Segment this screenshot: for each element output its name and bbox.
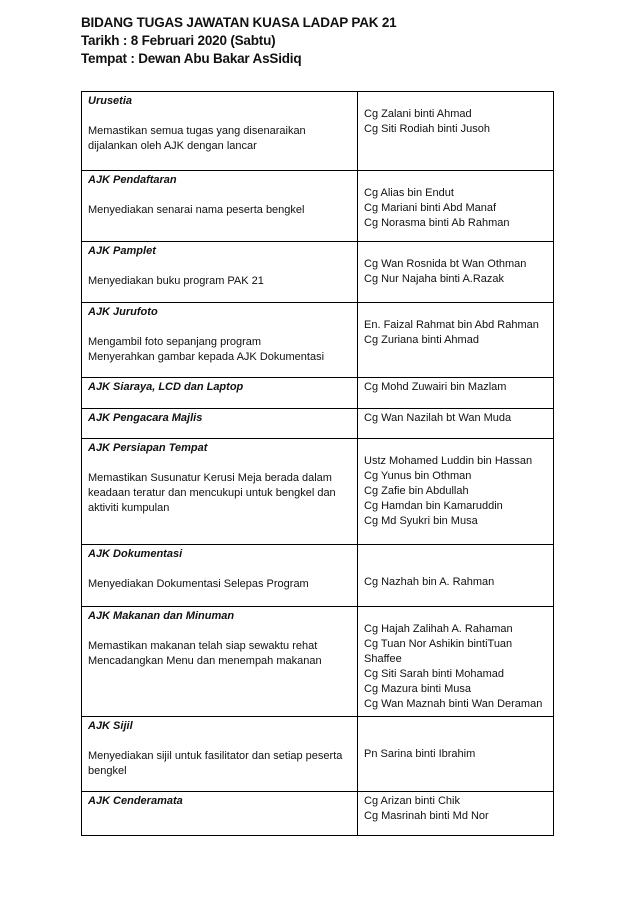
description-line: Memastikan Susunatur Kerusi Meja berada dalam: [88, 472, 332, 484]
duty-cell: [82, 792, 358, 836]
document-header: [81, 14, 396, 68]
unit-name: AJK Pengacara Majlis: [88, 412, 203, 424]
members-cell: [358, 717, 554, 792]
members-cell: [358, 409, 554, 439]
member-list: [364, 378, 547, 399]
unit-name: AJK Sijil: [88, 720, 133, 732]
member-name: Cg Mazura binti Musa: [364, 683, 471, 695]
duty-description: [88, 335, 351, 369]
duty-cell: [82, 171, 358, 242]
member-name: Ustz Mohamed Luddin bin Hassan: [364, 455, 533, 467]
duty-table: [81, 91, 554, 836]
member-name: Cg Norasma binti Ab Rahman: [364, 217, 510, 229]
description-line: dijalankan oleh AJK dengan lancar: [88, 140, 257, 152]
member-name: Cg Siti Sarah binti Mohamad: [364, 668, 505, 680]
member-name: Cg Zafie bin Abdullah: [364, 485, 469, 497]
duty-cell: [82, 303, 358, 378]
member-name: Cg Wan Nazilah bt Wan Muda: [364, 412, 512, 424]
table-row: [82, 607, 554, 717]
description-line: Memastikan makanan telah siap sewaktu rehat: [88, 640, 318, 652]
duty-cell: [82, 378, 358, 409]
member-list: [364, 242, 547, 291]
table-row: [82, 92, 554, 171]
members-cell: [358, 171, 554, 242]
event-date: Tarikh : 8 Februari 2020 (Sabtu): [81, 33, 276, 48]
member-list: [364, 439, 547, 533]
member-name: Cg Wan Maznah binti Wan Deraman: [364, 698, 543, 710]
description-line: Menyediakan buku program PAK 21: [88, 275, 264, 287]
event-venue: Tempat : Dewan Abu Bakar AsSidiq: [81, 51, 302, 66]
member-list: [364, 171, 547, 235]
members-cell: [358, 242, 554, 303]
duty-description: [88, 124, 351, 158]
table-row: [82, 545, 554, 607]
table-row: [82, 171, 554, 242]
members-cell: [358, 792, 554, 836]
unit-name: AJK Dokumentasi: [88, 548, 183, 560]
duty-description: [88, 274, 351, 293]
unit-name: AJK Persiapan Tempat: [88, 442, 208, 454]
description-line: Menyediakan senarai nama peserta bengkel: [88, 204, 305, 216]
member-list: [364, 717, 547, 766]
member-name: Cg Zuriana binti Ahmad: [364, 334, 479, 346]
duty-cell: [82, 717, 358, 792]
unit-name: AJK Jurufoto: [88, 306, 158, 318]
description-line: keadaan teratur dan mencukupi untuk bengkel dan: [88, 487, 336, 499]
duty-cell: [82, 607, 358, 717]
unit-name: AJK Pamplet: [88, 245, 156, 257]
members-cell: [358, 607, 554, 717]
duty-cell: [82, 545, 358, 607]
member-name: Cg Tuan Nor Ashikin bintiTuan Shaffee: [364, 638, 513, 665]
description-line: Menyediakan Dokumentasi Selepas Program: [88, 578, 309, 590]
member-list: [364, 545, 547, 594]
duty-table-body: [82, 92, 554, 836]
member-list: [364, 792, 547, 828]
unit-name: Urusetia: [88, 95, 133, 107]
document-title: BIDANG TUGAS JAWATAN KUASA LADAP PAK 21: [81, 15, 397, 30]
description-line: aktiviti kumpulan: [88, 502, 170, 514]
description-line: Mengambil foto sepanjang program: [88, 336, 262, 348]
member-name: En. Faizal Rahmat bin Abd Rahman: [364, 319, 539, 331]
member-name: Cg Hajah Zalihah A. Rahaman: [364, 623, 513, 635]
duty-cell: [82, 92, 358, 171]
member-list: [364, 303, 547, 352]
description-line: Memastikan semua tugas yang disenaraikan: [88, 125, 306, 137]
member-name: Cg Wan Rosnida bt Wan Othman: [364, 258, 527, 270]
members-cell: [358, 545, 554, 607]
unit-name: AJK Cenderamata: [88, 795, 183, 807]
member-name: Cg Yunus bin Othman: [364, 470, 472, 482]
duty-cell: [82, 409, 358, 439]
member-name: Cg Md Syukri bin Musa: [364, 515, 478, 527]
member-name: Cg Alias bin Endut: [364, 187, 454, 199]
duty-description: [88, 577, 351, 596]
members-cell: [358, 303, 554, 378]
member-name: Cg Arizan binti Chik: [364, 795, 460, 807]
table-row: [82, 439, 554, 545]
description-line: bengkel: [88, 765, 127, 777]
table-row: [82, 717, 554, 792]
description-line: Mencadangkan Menu dan menempah makanan: [88, 655, 322, 667]
duty-cell: [82, 242, 358, 303]
duty-description: [88, 471, 351, 520]
table-row: [82, 409, 554, 439]
unit-name: AJK Siaraya, LCD dan Laptop: [88, 381, 244, 393]
member-name: Cg Nur Najaha binti A.Razak: [364, 273, 505, 285]
description-line: Menyerahkan gambar kepada AJK Dokumentasi: [88, 351, 325, 363]
members-cell: [358, 92, 554, 171]
duty-description: [88, 749, 351, 783]
member-name: Cg Siti Rodiah binti Jusoh: [364, 123, 490, 135]
duty-description: [88, 639, 351, 673]
member-name: Cg Nazhah bin A. Rahman: [364, 576, 495, 588]
table-row: [82, 242, 554, 303]
member-name: Cg Hamdan bin Kamaruddin: [364, 500, 503, 512]
members-cell: [358, 439, 554, 545]
table-row: [82, 303, 554, 378]
duty-description: [88, 203, 351, 222]
table-row: [82, 378, 554, 409]
duty-cell: [82, 439, 358, 545]
member-list: [364, 92, 547, 141]
member-name: Cg Mariani binti Abd Manaf: [364, 202, 497, 214]
member-name: Cg Masrinah binti Md Nor: [364, 810, 489, 822]
member-list: [364, 409, 547, 430]
unit-name: AJK Pendaftaran: [88, 174, 177, 186]
member-name: Pn Sarina binti Ibrahim: [364, 748, 476, 760]
table-row: [82, 792, 554, 836]
members-cell: [358, 378, 554, 409]
member-list: [364, 607, 547, 716]
member-name: Cg Mohd Zuwairi bin Mazlam: [364, 381, 507, 393]
description-line: Menyediakan sijil untuk fasilitator dan setiap peserta: [88, 750, 343, 762]
unit-name: AJK Makanan dan Minuman: [88, 610, 235, 622]
member-name: Cg Zalani binti Ahmad: [364, 108, 472, 120]
